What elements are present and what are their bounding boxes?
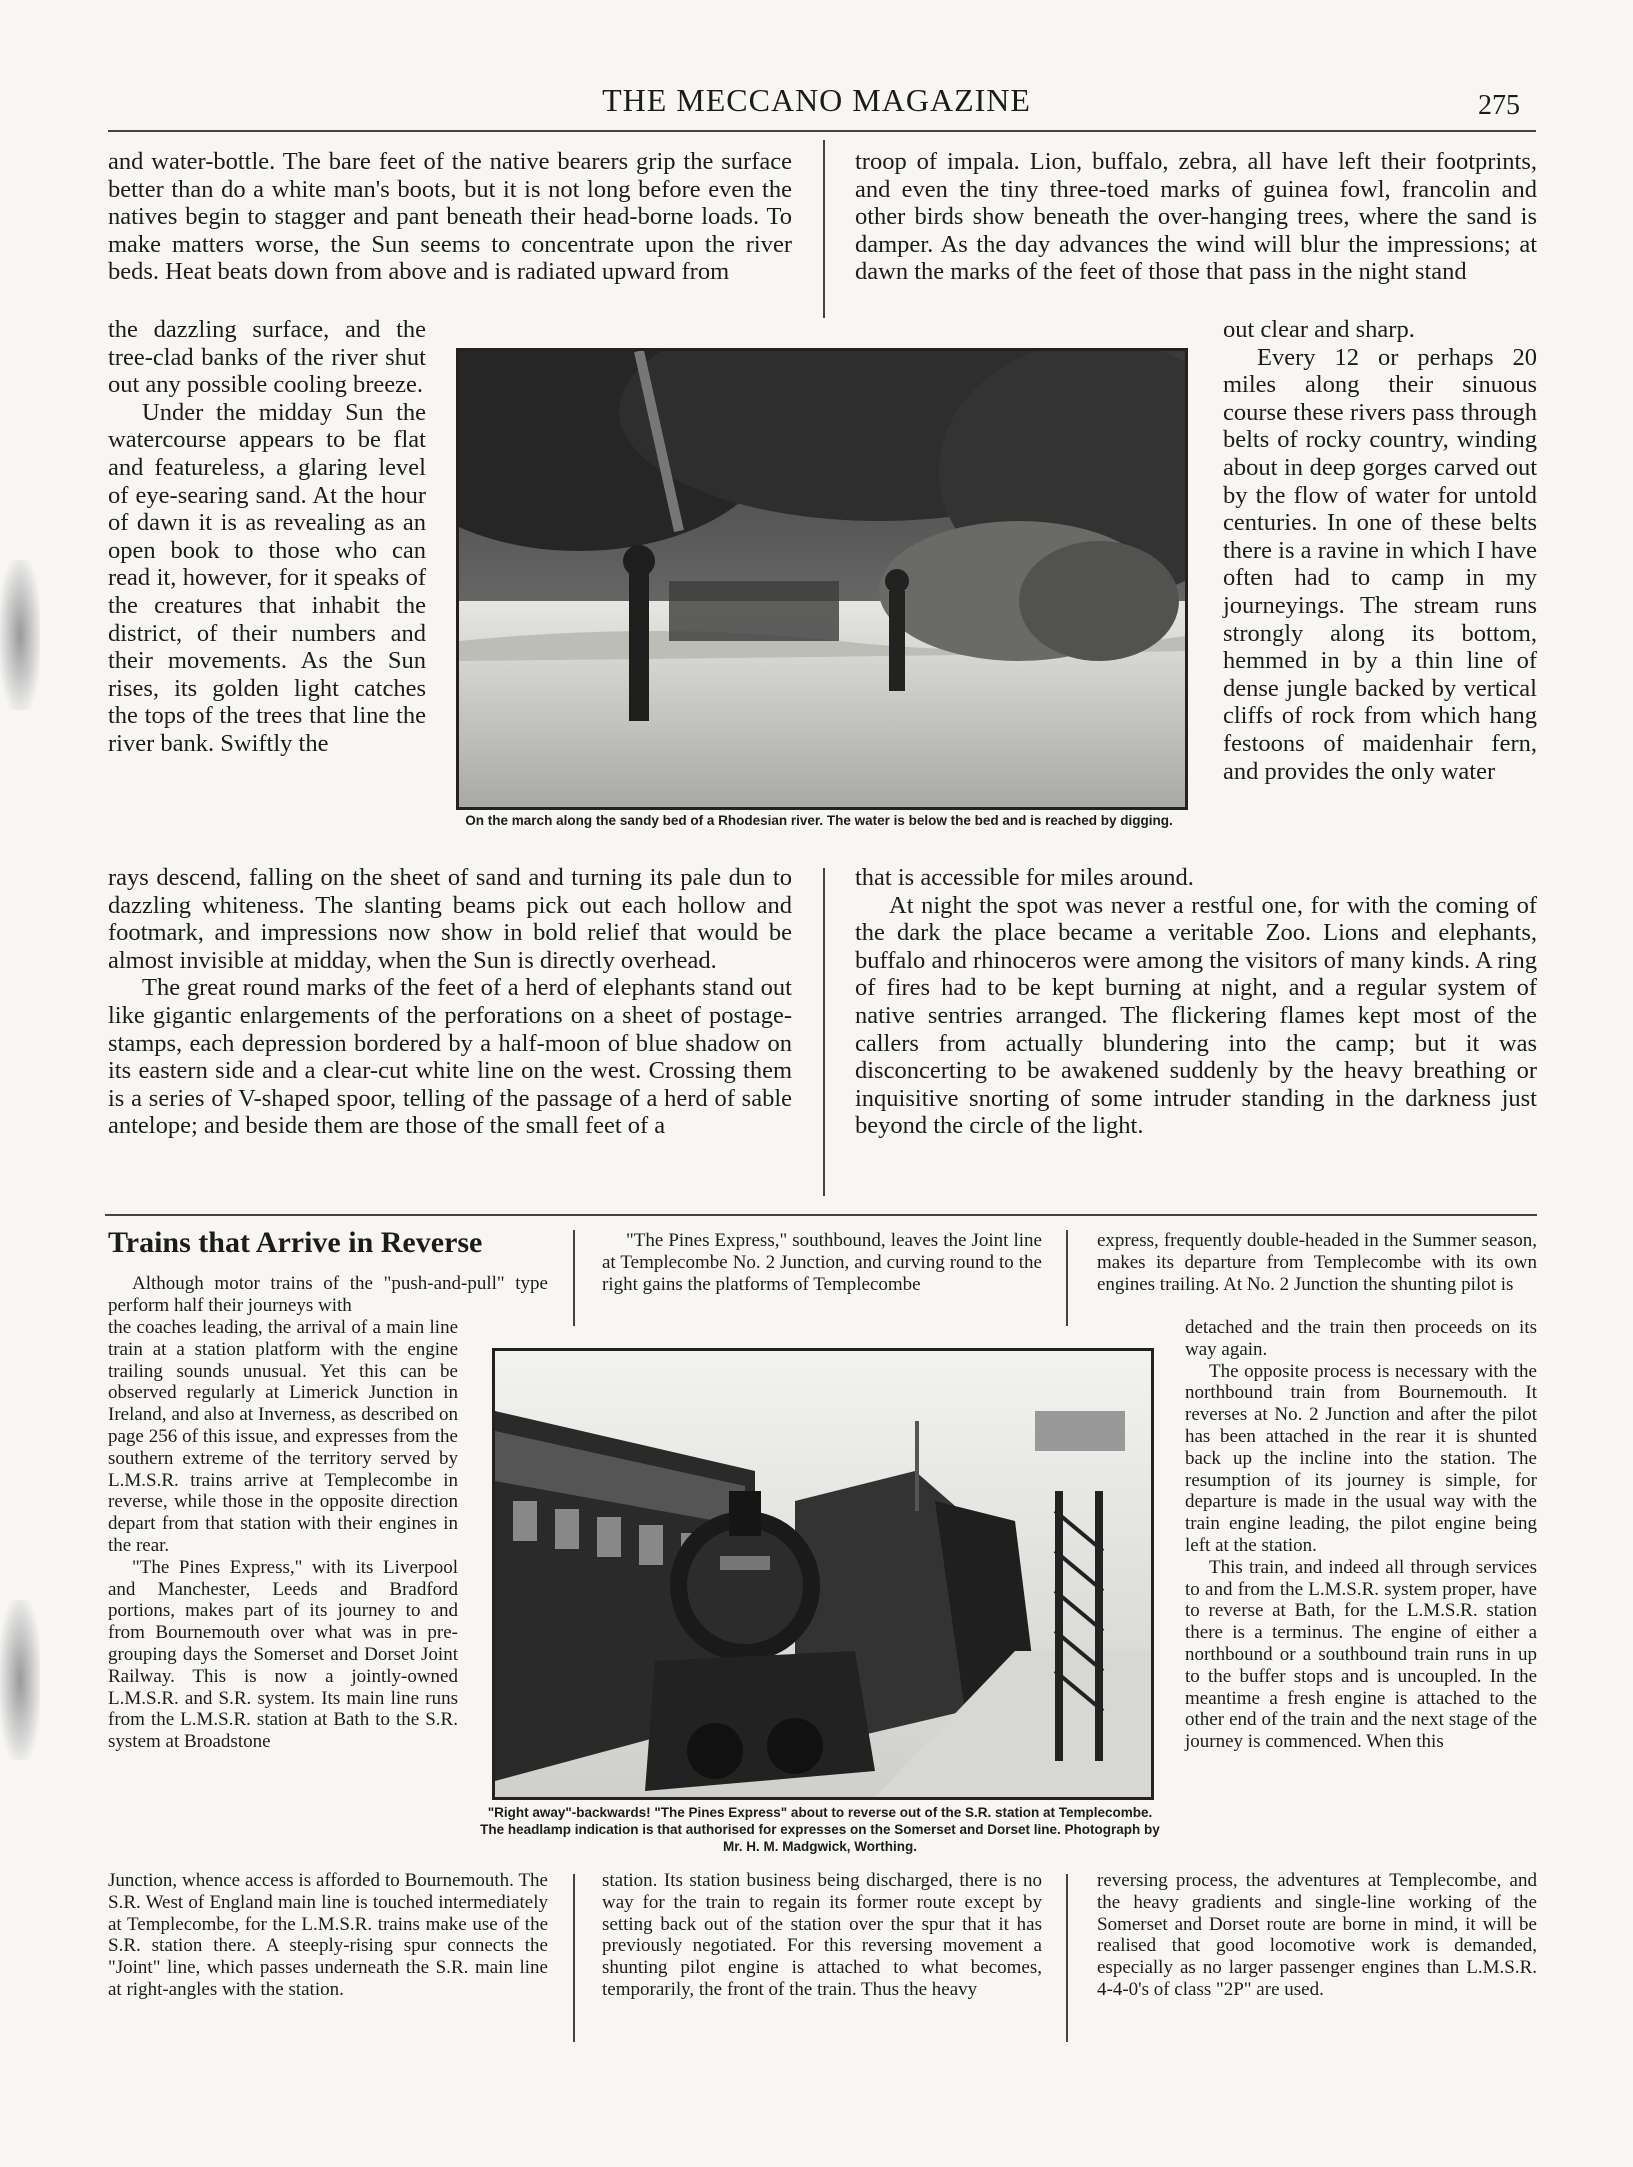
paragraph: The great round marks of the feet of a herd of elephants stand out like gigantic enlargements of the perforations on a sheet of postage-stamps, each depression bordered by a half-moon of blue shadow on its eastern side and a clear-cut white line on the west. Crossing them is a series of V-shaped spoor, telling of the passage of a herd of sable antelope; and beside them are those of the small feet of a [108, 974, 792, 1140]
article1-col1-bottom [108, 864, 792, 1140]
column-rule-bottom [823, 868, 825, 1196]
a2-column-rule-1 [573, 1230, 575, 1326]
article1-col1-narrow [108, 316, 426, 758]
paragraph: detached and the train then proceeds on its way again. [1185, 1317, 1537, 1360]
article2-col1-top [108, 1273, 548, 1317]
river-photo-caption: On the march along the sandy bed of a Rhodesian river. The water is below the bed and is reached by digging. [465, 813, 1173, 828]
article2-title: Trains that Arrive in Reverse [108, 1226, 483, 1259]
article2-col1-narrow [108, 1317, 458, 1753]
article1-col2-bottom [855, 864, 1537, 1140]
pines-express-photo [492, 1348, 1154, 1800]
scan-blot-lower [0, 1600, 40, 1760]
paragraph: Junction, whence access is afforded to Bournemouth. The S.R. West of England main line is touched intermediately at Templecombe, for the L.M.S.R. trains make use of the S.R. station there. A steeply-rising spur connects the "Joint" line, which passes underneath the S.R. main line at right-angles with the station. [108, 1870, 548, 2000]
paragraph: At night the spot was never a restful one, for with the coming of the dark the place became a veritable Zoo. Lions and elephants, buffalo and rhinoceros were among the visitors of many kinds. A ring of fires had to be kept burning at night, and a regular system of native sentries arranged. The flickering flames kept most of the callers from actually blundering into the camp; but it was disconcerting to be awakened suddenly by the heavy breathing or inquisitive snorting of some intruder standing in the darkness just beyond the circle of the light. [855, 891, 1537, 1140]
article1-col1-top [108, 148, 792, 286]
magazine-title: THE MECCANO MAGAZINE [602, 82, 1031, 118]
paragraph: and water-bottle. The bare feet of the native bearers grip the surface better than do a white man's boots, but it is not long before even the natives begin to stagger and pant beneath their head-borne loads. To make matters worse, the Sun seems to concentrate upon the river beds. Heat beats down from above and is radiated upward from [108, 148, 792, 286]
paragraph: station. Its station business being discharged, there is no way for the train to regain its former route except by setting back out of the station over the spur that it has previously negotiated. For this reversing movement a shunting pilot engine is attached to what becomes, temporarily, the front of the train. Thus the heavy [602, 1870, 1042, 2000]
paragraph: reversing process, the adventures at Templecombe, and the heavy gradients and single-line working of the Somerset and Dorset route are borne in mind, it will be realised that good locomotive work is demanded, especially as no larger passenger engines than L.M.S.R. 4-4-0's of class "2P" are used. [1097, 1870, 1537, 2000]
article-divider [105, 1214, 1537, 1216]
scan-blot-upper [0, 560, 40, 710]
river-march-illustration [459, 351, 1185, 807]
page-number: 275 [1478, 90, 1520, 121]
header-rule [108, 130, 1536, 132]
paragraph: "The Pines Express," with its Liverpool and Manchester, Leeds and Bradford portions, makes part of its journey to and from Bournemouth over what was in pre-grouping days the Somerset and Dorset Joint Railway. This is now a jointly-owned L.M.S.R. and S.R. system. Its main line runs from the L.M.S.R. station at Bath to the S.R. system at Broadstone [108, 1556, 458, 1753]
a2-column-rule-2 [1066, 1230, 1068, 1326]
paragraph: Every 12 or perhaps 20 miles along their sinuous course these rivers pass through belts of rocky country, winding about in deep gorges carved out by the flow of water for untold centuries. In one of these belts there is a ravine in which I have often had to camp in my journeyings. The stream runs strongly along its bottom, hemmed in by a thin line of dense jungle backed by vertical cliffs of rock from which hang festoons of maidenhair fern, and provides the only water [1223, 343, 1537, 785]
locomotive-illustration [495, 1351, 1151, 1797]
paragraph: Although motor trains of the "push-and-pull" type perform half their journeys with [108, 1273, 548, 1316]
river-march-photo [456, 348, 1188, 810]
paragraph: express, frequently double-headed in the Summer season, makes its departure from Templecombe with its own engines trailing. At No. 2 Junction the shunting pilot is [1097, 1230, 1537, 1295]
article2-col2-top [602, 1230, 1042, 1295]
paragraph: The opposite process is necessary with the northbound train from Bournemouth. It reverses at No. 2 Junction and after the pilot has been attached in the rear it is shunted back up the incline into the station. The resumption of its journey is simple, for departure is made in the usual way with the train engine leading, the pilot engine being left at the station. [1185, 1360, 1537, 1556]
paragraph: Under the midday Sun the watercourse appears to be flat and featureless, a glaring level of eye-searing sand. At the hour of dawn it is as revealing as an open book to those who can read it, however, for it speaks of the creatures that inhabit the district, of their numbers and their movements. As the Sun rises, its golden light catches the tops of the trees that line the river bank. Swiftly the [108, 398, 426, 757]
paragraph: out clear and sharp. [1223, 316, 1415, 343]
article2-col3-bottom [1097, 1870, 1537, 2001]
paragraph: rays descend, falling on the sheet of sand and turning its pale dun to dazzling whiteness. The slanting beams pick out each hollow and footmark, and impressions now show in bold relief that would be almost invisible at midday, when the Sun is directly overhead. [108, 864, 792, 974]
paragraph: the dazzling surface, and the tree-clad banks of the river shut out any possible cooling breeze. [108, 316, 426, 399]
paragraph: This train, and indeed all through services to and from the L.M.S.R. system proper, have to reverse at Bath, for the L.M.S.R. station there is a terminus. The engine of either a northbound or a southbound train runs in up to the buffer stops and is uncoupled. In the meantime a fresh engine is attached to the other end of the train and the next stage of the journey is commenced. When this [1185, 1556, 1537, 1753]
article1-col2-top [855, 148, 1537, 286]
locomotive-photo-caption: "Right away"-backwards! "The Pines Express" about to reverse out of the S.R. station at Templecombe. The headlamp indication is that authorised for expresses on the Somerset and Dorset line. Photograph by Mr. H. M. Madgwick, Worthing. [480, 1805, 1160, 1854]
paragraph: that is accessible for miles around. [855, 864, 1194, 891]
article2-col3-top [1097, 1230, 1537, 1295]
paragraph: troop of impala. Lion, buffalo, zebra, all have left their footprints, and even the tiny three-toed marks of guinea fowl, francolin and other birds show beneath the over-hanging trees, where the sand is damper. As the day advances the wind will blur the impressions; at dawn the marks of the feet of those that pass in the night stand [855, 148, 1537, 286]
column-rule-top [823, 140, 825, 318]
paragraph: "The Pines Express," southbound, leaves the Joint line at Templecombe No. 2 Junction, and curving round to the right gains the platforms of Templecombe [602, 1230, 1042, 1295]
article2-col2-bottom [602, 1870, 1042, 2001]
article2-col1-bottom [108, 1870, 548, 2001]
a2-column-rule-2b [1066, 1874, 1068, 2042]
article2-col3-narrow [1185, 1317, 1537, 1753]
paragraph: the coaches leading, the arrival of a main line train at a station platform with the engine trailing sounds unusual. Yet this can be observed regularly at Limerick Junction in Ireland, and also at Inverness, as described on page 256 of this issue, and expresses from the southern extreme of the territory served by L.M.S.R. trains arrive at Templecombe in reverse, while those in the opposite direction depart from that station with their engines in the rear. [108, 1317, 458, 1556]
a2-column-rule-1b [573, 1874, 575, 2042]
article1-col2-narrow [1223, 316, 1537, 785]
